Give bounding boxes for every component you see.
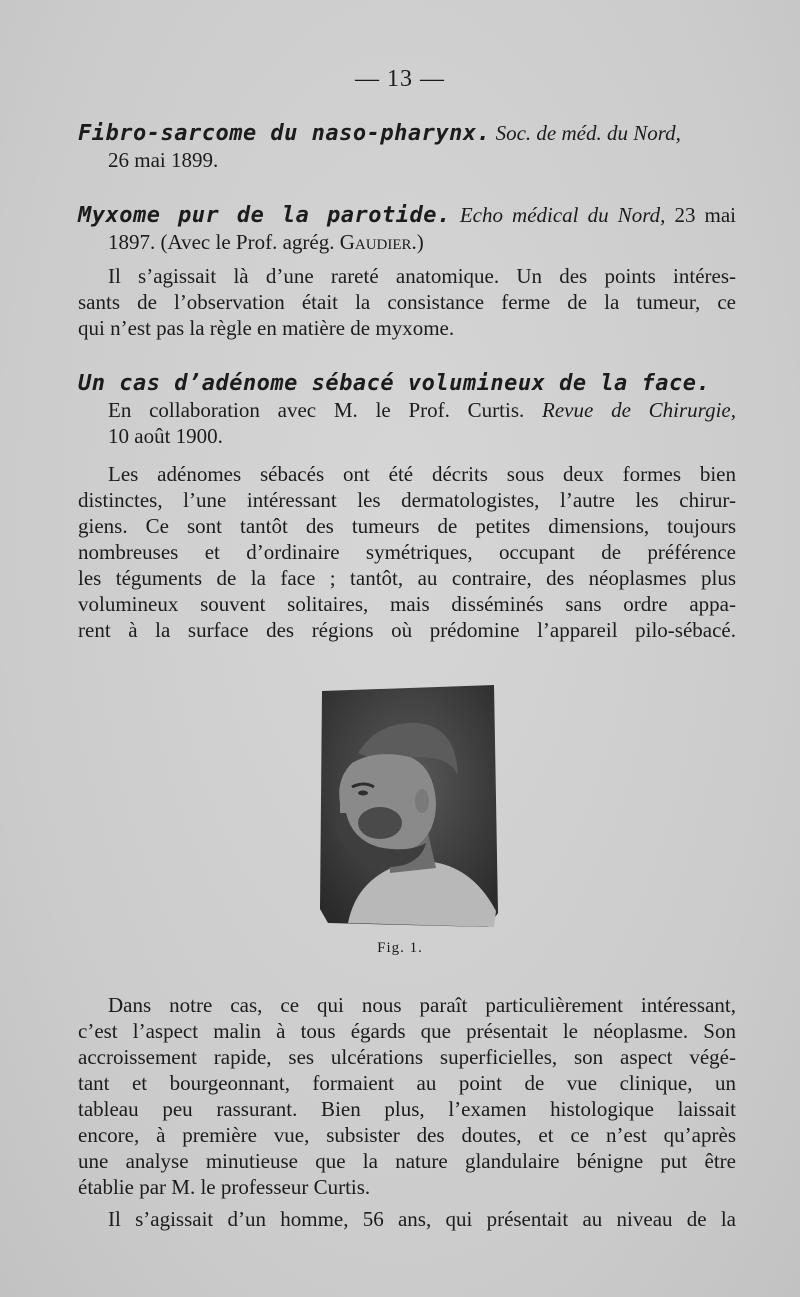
paragraph-line: les téguments de la face ; tantôt, au contraire, des néoplasmes plus [78, 566, 736, 590]
entry-paragraph [78, 263, 736, 341]
paragraph-line: Les adénomes sébacés ont été décrits sous deux formes bien [108, 462, 736, 486]
entry-date: 10 août 1900. [108, 424, 223, 448]
paragraph-line: Il s’agissait là d’une rareté anatomique. Un des points intéres- [108, 264, 736, 288]
entry-adenome [78, 370, 736, 643]
entry-date: 23 mai [674, 203, 737, 227]
paragraph-line: rent à la surface des régions où prédomine l’appareil pilo-sébacé. [78, 618, 736, 642]
paragraph-line: sants de l’observation était la consistance ferme de la tumeur, ce [78, 290, 736, 314]
paragraph-line: qui n’est pas la règle en matière de myxome. [78, 316, 455, 340]
entry-collaboration: En collaboration avec M. le Prof. Curtis. [108, 398, 525, 422]
closing-paragraph [78, 992, 736, 1232]
paragraph-line: établie par M. le professeur Curtis. [78, 1175, 371, 1199]
paragraph-line: volumineux souvent solitaires, mais disséminés sans ordre appa- [78, 592, 736, 616]
portrait-photo-icon [318, 683, 500, 929]
paragraph-line: distinctes, l’une intéressant les dermatologistes, l’autre les chirur- [78, 488, 736, 512]
paragraph-line: encore, à première vue, subsister des doutes, et ce n’est qu’après [78, 1123, 736, 1147]
figure-caption: Fig. 1. [377, 940, 423, 956]
entry-myxome [78, 202, 736, 341]
paragraph-line: giens. Ce sont tantôt des tumeurs de petites dimensions, toujours [78, 514, 736, 538]
author-name: Gaudier [339, 230, 412, 254]
paragraph-line: tant et bourgeonnant, formaient au point de vue clinique, un [78, 1071, 736, 1095]
paragraph-line: tableau peu rassurant. Bien plus, l’examen histologique laissait [78, 1097, 736, 1121]
paragraph-line: c’est l’aspect malin à tous égards que présentait le néoplasme. Son [78, 1019, 736, 1043]
paragraph-line: nombreuses et d’ordinaire symétriques, occupant de préférence [78, 540, 736, 564]
entry-title: Un cas d’adénome sébacé volumineux de la face. [78, 371, 711, 396]
entry-note-close: .) [411, 230, 424, 254]
entry-fibro-sarcome [78, 120, 736, 173]
page-number: — 13 — [355, 66, 445, 92]
entry-year-note: 1897. (Avec le Prof. agrég. [108, 230, 335, 254]
entry-date: 26 mai 1899. [108, 148, 219, 172]
entry-citation: Echo médical du Nord, [459, 203, 666, 227]
figure-photograph [318, 683, 500, 929]
paragraph-line: Dans notre cas, ce qui nous paraît particulièrement intéressant, [108, 993, 736, 1017]
final-line: Il s’agissait d’un homme, 56 ans, qui présentait au niveau de la [108, 1207, 736, 1231]
entry-paragraph [78, 461, 736, 643]
paragraph-line: accroissement rapide, ses ulcérations superficielles, son aspect végé- [78, 1045, 736, 1069]
paragraph-line: une analyse minutieuse que la nature glandulaire bénigne put être [78, 1149, 736, 1173]
entry-citation: Revue de Chirurgie, [542, 398, 736, 422]
entry-citation: Soc. de méd. du Nord, [495, 121, 681, 145]
entry-title: Myxome pur de la parotide. [78, 203, 451, 228]
entry-title: Fibro-sarcome du naso-pharynx. [78, 121, 491, 146]
